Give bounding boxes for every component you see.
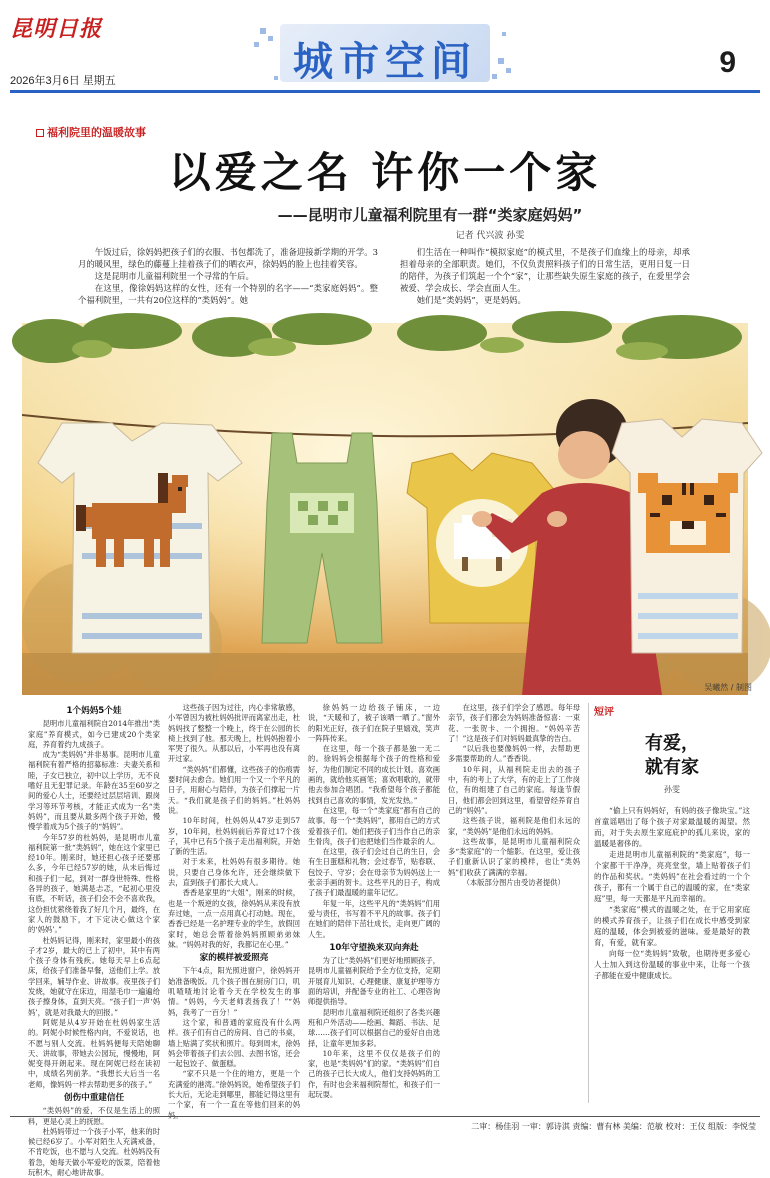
body-paragraph: 这个家，和普通的家庭没有什么两样。孩子们有自己的房间、自己的书桌，墙上贴满了奖状和照片。每到周末，徐妈妈会带着孩子们去公园、去图书馆，还会一起包饺子、做蛋糕。 [168, 1017, 300, 1069]
body-paragraph: 年复一年，这些平凡的“类妈妈”们用爱与责任，书写着不平凡的故事。孩子们在她们的陪伴下茁壮成长，走向更广阔的人生。 [308, 898, 440, 939]
commentary-tag: 短评 [594, 707, 614, 718]
body-paragraph: 昆明市儿童福利院自2014年推出“类家庭”养育模式，如今已建成20个类家庭，养育着约九成孩子。 [28, 719, 160, 749]
body-paragraph: （本版部分图片由受访者提供） [462, 878, 565, 888]
section-title: 城市空间 [293, 39, 477, 85]
body-paragraph: 香香是家里的“大姐”，刚来的时候，也是一个叛逆的女孩，徐妈妈从来没有放弃过她，一点一点用真心打动她。现在，香香已经是一名护理专业的学生，放假回家时，她总会帮着徐妈妈照顾弟弟妹妹。“妈妈对我的好，我都记在心里。” [168, 888, 300, 949]
body-paragraph: 杜妈妈带过一个孩子小军，他来的时候已经6岁了。小军对陌生人充满戒备，不肯吃饭，也不愿与人交流。杜妈妈没有着急，她每天做小军爱吃的饭菜，陪着他玩积木，耐心地讲故事。 [28, 1126, 160, 1178]
clothesline-illustration [22, 323, 748, 695]
body-paragraph: 10年来，这里不仅仅是孩子们的家，也是“类妈妈”们的家。“类妈妈”们自己的孩子已长大成人，他们支持妈妈的工作，有时也会来福利院帮忙，和孩子们一起玩耍。 [308, 1048, 440, 1099]
editor-credits: 二审：杨佳羽 一审：郭诗淇 责编：曹有林 美编：范敏 校对：王仪 组版：李悦莹 [471, 1122, 756, 1131]
intro-paragraph: 这是昆明市儿童福利院里一个寻常的午后。 [94, 271, 254, 281]
body-paragraph: “以后我也要像妈妈一样，去帮助更多需要帮助的人。”香香说。 [448, 744, 580, 764]
intro-paragraph: 们生活在一种叫作“模拟家庭”的模式里，不是孩子们血缘上的母亲，却承担着母亲的全部职责。她们，不仅负责照料孩子们的日常生活，更用日复一日的陪伴，为孩子们筑起一个个“家”，让那些缺失原生家庭的孩子，在爱里学会被爱、学会成长、学会直面人生。 [400, 247, 690, 293]
body-paragraph: 在这里，孩子们会过自己的生日，会有生日蛋糕和礼物；会过春节，贴春联、包饺子、守岁；会在母亲节为妈妈送上一张亲手画的贺卡。这些平凡的日子，构成了孩子们最温暖的童年记忆。 [308, 847, 440, 898]
section-subheading: 创伤中重建信任 [63, 1092, 125, 1103]
body-paragraph: 阿妮是从4岁开始在杜妈妈家生活的。阿妮小时候性格内向，不爱说话，也不愿与别人交流。杜妈妈便每天陪她聊天、讲故事，带她去公园玩，慢慢地，阿妮变得开朗起来。现在阿妮已经在读初中，成绩名列前茅。“我想长大后当一名老师，像妈妈一样去帮助更多的孩子。” [28, 1017, 160, 1089]
body-paragraph: 在这里，孩子们学会了感恩。每年母亲节，孩子们都会为妈妈准备惊喜：一束花、一张贺卡、一个拥抱。“妈妈辛苦了！”这是孩子们对妈妈最真挚的告白。 [448, 703, 580, 743]
masthead-rule [10, 90, 760, 93]
section-subheading: 1个妈妈5个娃 [66, 706, 122, 716]
body-paragraph: 这些孩子因为过往，内心非常敏感，小军曾因为被杜妈妈批评而离家出走，杜妈妈找了整整一个晚上，终于在公园的长椅上找到了他。那天晚上，杜妈妈抱着小军哭了很久。从那以后，小军再也没有离开过家。 [168, 703, 300, 764]
body-paragraph: “类妈妈”们都懂，这些孩子的伤痕需要时间去愈合。她们用一个又一个平凡的日子，用耐心与陪伴，为孩子们撑起一片天。“我们就是孩子们的妈妈。”杜妈妈说。 [168, 764, 300, 815]
section-subheading: 家的模样被爱照亮 [199, 953, 269, 964]
body-paragraph: 10年间，从福利院走出去的孩子中，有的考上了大学，有的走上了工作岗位，有的组建了自己的家庭。每逢节假日，他们都会回到这里，看望曾经养育自己的“妈妈”。 [448, 764, 580, 815]
body-paragraph: “家不只是一个住的地方，更是一个充满爱的港湾。”徐妈妈说，她希望孩子们长大后，无论走到哪里，都能记得这里有一个家，有一个一直在等他们回来的妈 [168, 1069, 300, 1110]
commentary-paragraph: “类家庭”模式的温暖之处，在于它用家庭的模式养育孩子，让孩子们在成长中感受到家庭的温暖，体会到被爱的滋味。爱是最好的教育，有爱，就有家。 [594, 905, 750, 947]
body-paragraph: 为了让“类妈妈”们更好地照顾孩子，昆明市儿童福利院给予全方位支持，定期开展育儿知识、心理健康、康复护理等方面的培训，并配备专业的社工、心理咨询师提供指导。 [308, 956, 440, 1007]
intro-paragraph: 在这里，像徐妈妈这样的女性，还有一个特别的名字——“类家庭妈妈”。整个福利院里，一共有20位这样的“类妈妈”。她 [78, 283, 378, 305]
column-tag-text: 福利院里的温暖故事 [47, 126, 146, 139]
page-number: 9 [719, 46, 736, 79]
striped-onesie [542, 403, 562, 583]
article-column-4 [448, 703, 580, 1113]
footer-rule [10, 1116, 760, 1117]
commentary-paragraph: 走进昆明市儿童福利院的“类家庭”，每一个家都干干净净，亮亮堂堂，墙上贴着孩子们的作品和奖状。“类妈妈”在社会看过的一个个孩子，都有一个属于自己的温暖的家，在“类家庭”里，每一天都是平凡而幸福的。 [594, 850, 750, 903]
headline: 以爱之名 许你一个家 [168, 148, 602, 197]
body-paragraph: 下午4点，阳光照进窗户，徐妈妈开始准备晚饭。几个孩子围在厨房门口，叽叽喳喳地讨论着今天在学校发生的事情。“妈妈，今天老师表扬我了！”“妈妈，我考了一百分！” [168, 966, 300, 1017]
body-paragraph: 在这里，每一个孩子都是独一无二的。徐妈妈会根据每个孩子的性格和爱好，为他们制定不同的成长计划。喜欢画画的，就给他买画笔；喜欢唱歌的，就带他去参加合唱团。“我希望每个孩子都能找到自己喜欢的事情，发光发热。” [308, 744, 440, 805]
intro-paragraph: 午饭过后，徐妈妈把孩子们的衣服、书包都洗了，准备迎接新学期的开学。3月的暖风里，绿色的藤蔓上挂着孩子们的晒衣声，徐妈妈的脸上也挂着笑容。 [78, 247, 378, 269]
illustration-credit: 吴曦然 / 制图 [704, 683, 752, 692]
article-column-2 [168, 703, 300, 1113]
body-paragraph: 杜妈妈记得，刚来时，家里最小的孩子才2岁，最大的已上了初中，其中有两个孩子身体有残疾。她每天早上6点起床，给孩子们准备早餐，送他们上学。放学回来，辅导作业、讲故事。夜里孩子们发烧，她就守在床边，用湿毛巾一遍遍给孩子擦身体，直到天亮。“孩子们一声‘妈妈’，就是对我最大的回报。” [28, 935, 160, 1017]
body-paragraph: 今年57岁的杜妈妈，是昆明市儿童福利院第一批“类妈妈”，她在这个家里已经10年。刚来时，她还担心孩子还要那么多，今年已经57岁的她，从未后悔过和孩子们一起，到对一群身世特殊、性格各异的孩子，她满是忐忑，“起初心里没有底，不听话，孩子们会不会不喜欢我，这份担忧萦绕着我了好几个月，最终，在家人的鼓励下，才下定决心做这个家的‘妈妈’。” [28, 832, 160, 935]
intro-column-right [400, 246, 690, 306]
body-paragraph: 徐妈妈一边给孩子铺床，一边说，“天暖和了，被子该晒一晒了。”窗外的阳光正好，孩子们在院子里嬉戏，笑声一阵阵传来。 [308, 703, 440, 743]
body-paragraph: 对于未来，杜妈妈有很多期待。她说，只要自己身体允许，还会继续做下去，直到孩子们都长大成人。 [168, 857, 300, 888]
body-paragraph: 在这里，每一个“类家庭”都有自己的故事。每一个“类妈妈”，都用自己的方式爱着孩子们。她们把孩子们当作自己的亲生骨肉，孩子们也把她们当作最亲的人。 [308, 805, 440, 846]
publication-date: 2026年3月6日 星期五 [10, 75, 116, 87]
intro-paragraph: 她们是“类妈妈”，更是妈妈。 [416, 295, 526, 305]
hero-illustration [22, 323, 748, 695]
tiger-shirt [612, 419, 762, 653]
subheadline: ——昆明市儿童福利院里有一群“类家庭妈妈” [277, 206, 583, 224]
body-paragraph: 昆明市儿童福利院还组织了各类兴趣班和户外活动——绘画、舞蹈、书法、足球……孩子们可以根据自己的爱好自由选择，让童年更加多彩。 [308, 1007, 440, 1048]
article-column-1 [28, 703, 160, 1178]
commentary-title [594, 732, 750, 780]
commentary-title-line: 有爱， [645, 733, 699, 754]
body-paragraph: 10年时间，杜妈妈从47岁走到57岁，10年间，杜妈妈前后养育过17个孩子，其中已有5个孩子走出福利院，开始了新的生活。 [168, 816, 300, 857]
article-column-3 [308, 703, 440, 1113]
commentary-title-line: 就有家 [645, 757, 699, 778]
body-paragraph: 成为“类妈妈”并非易事。昆明市儿童福利院有着严格的招募标准：夫妻关系和睦，子女已独立，初中以上学历，无不良嗜好且无犯罪记录。年龄在35至60岁之间的爱心人士，还要经过层层培训、跟岗学习等环节考核，才能正式成为一名“类妈妈”，而且要从最多两个孩子开始，慢慢学着成为5个孩子的“妈妈”。 [28, 750, 160, 832]
newspaper-logo: 昆明日报 [10, 16, 103, 42]
masthead [0, 0, 770, 112]
byline: 记者 代兴波 孙雯 [455, 231, 525, 241]
section-subheading: 10年守望换来双向奔赴 [329, 942, 419, 953]
commentary-body [594, 805, 750, 981]
body-paragraph: 这些孩子说，福利院是他们永远的家，“类妈妈”是他们永远的妈妈。 [448, 816, 580, 836]
column-tag [36, 124, 146, 140]
commentary-divider [588, 703, 589, 1103]
commentary-paragraph: “偷上只有妈妈好，有妈的孩子像块宝。”这首童谣唱出了每个孩子对家最温暖的渴望。然而，对于失去原生家庭庇护的孤儿来说，家的温暖是奢侈的。 [594, 806, 750, 848]
body-paragraph: 这些故事，是昆明市儿童福利院众多“类家庭”的一个缩影。在这里，爱让孩子们重新认识了家的模样，也让“类妈妈”们收获了满满的幸福。 [448, 836, 580, 877]
section-banner [240, 18, 530, 100]
commentary-box [594, 703, 750, 1109]
body-paragraph: “类妈妈”的爱，不仅是生活上的照料，更是心灵上的抚慰。 [28, 1106, 160, 1126]
tag-square-icon [36, 129, 44, 137]
intro-column-left [78, 246, 378, 306]
commentary-author: 孙雯 [664, 785, 680, 794]
commentary-paragraph: 向每一位“类妈妈”致敬，也期待更多爱心人士加入到这份温暖的事业中来，让每一个孩子都能在爱中健康成长。 [594, 949, 750, 980]
